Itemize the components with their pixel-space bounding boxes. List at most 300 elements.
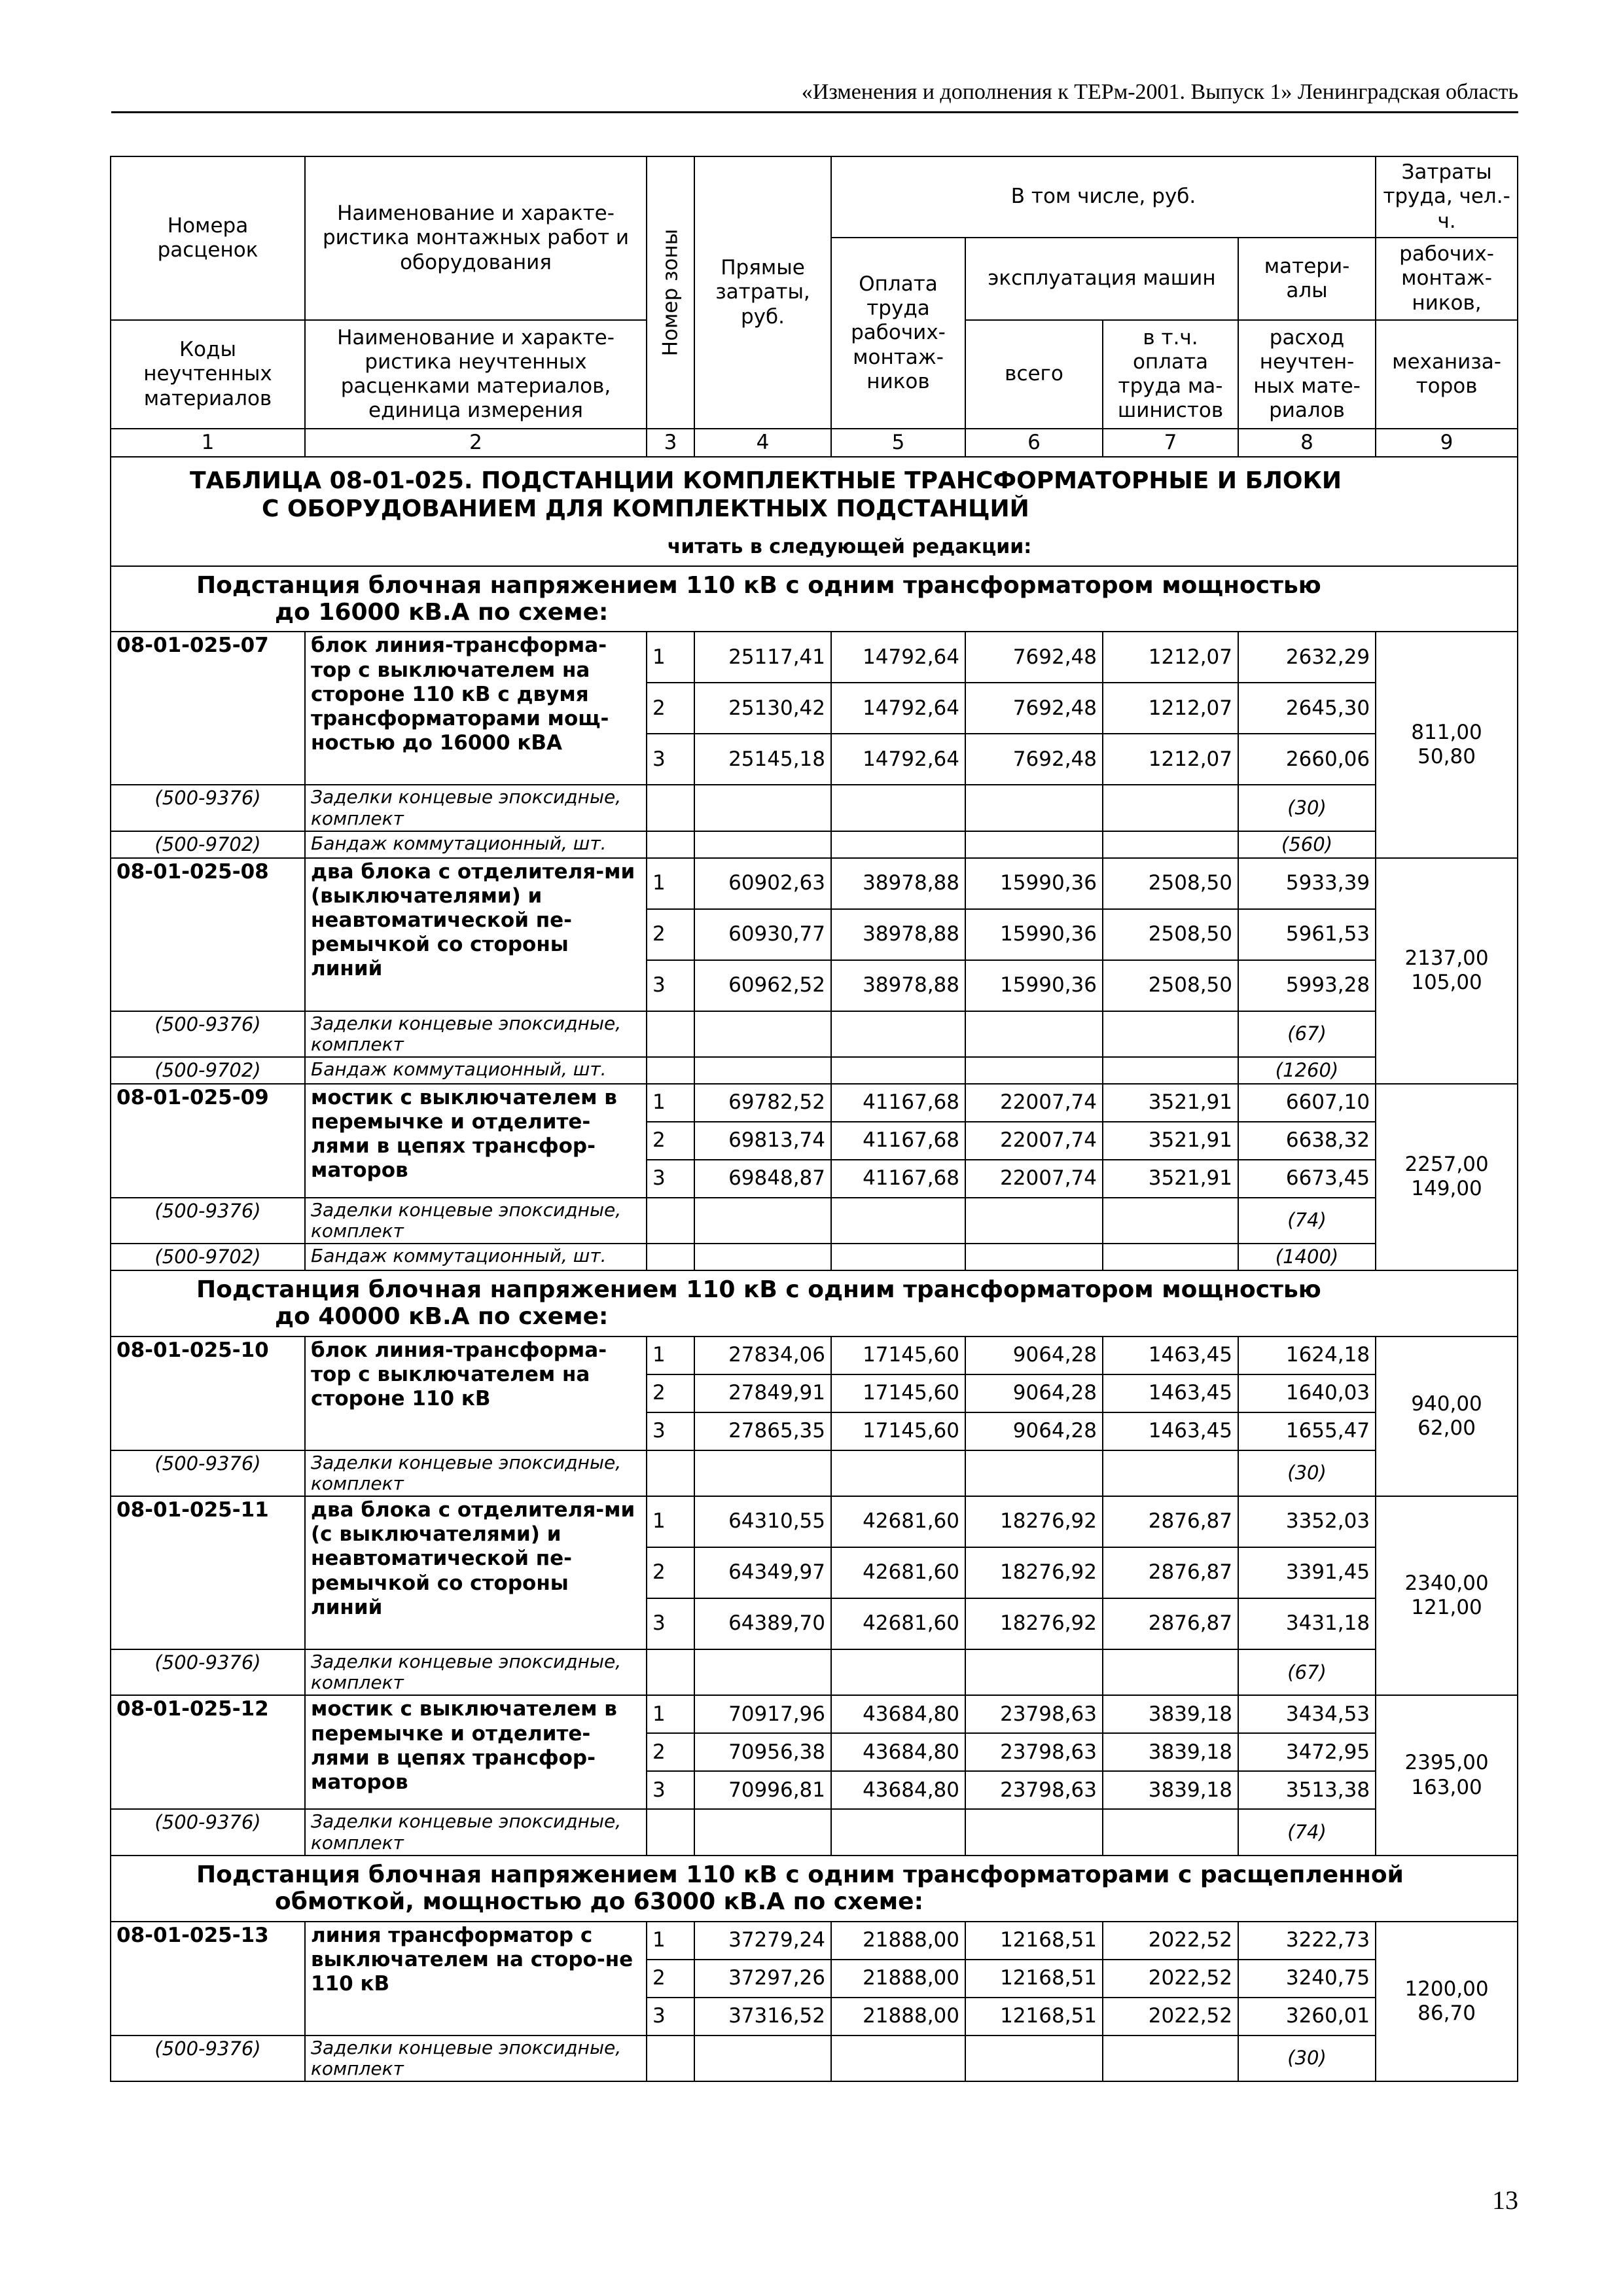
- material-code: (500-9376): [111, 1011, 305, 1057]
- zone-number: 1: [647, 858, 694, 909]
- labor-workers: 1200,00: [1404, 1977, 1489, 2001]
- worker-pay: 41167,68: [831, 1122, 965, 1160]
- table-title-line2: С ОБОРУДОВАНИЕМ ДЛЯ КОМПЛЕКТНЫХ ПОДСТАНЦИЙ: [262, 495, 1029, 523]
- zone-number: 3: [647, 1598, 694, 1649]
- empty-cell: [1103, 1450, 1238, 1496]
- direct-costs: 25145,18: [694, 734, 831, 785]
- machinist-pay: 2022,52: [1103, 1998, 1238, 2036]
- worker-pay: 42681,60: [831, 1598, 965, 1649]
- machinist-pay: 3839,18: [1103, 1733, 1238, 1771]
- machinist-pay: 1212,07: [1103, 734, 1238, 785]
- empty-cell: [965, 1244, 1103, 1270]
- empty-cell: [694, 1809, 831, 1855]
- empty-cell: [647, 2036, 694, 2081]
- empty-cell: [694, 785, 831, 831]
- labor-workers: 2137,00: [1404, 946, 1489, 970]
- material-consumption: (67): [1238, 1011, 1376, 1057]
- worker-pay: 38978,88: [831, 858, 965, 909]
- materials-cost: 3352,03: [1238, 1496, 1376, 1547]
- direct-costs: 64349,97: [694, 1547, 831, 1598]
- labor-costs: [1376, 1336, 1518, 1496]
- column-number: 7: [1103, 429, 1238, 457]
- machines-total: 12168,51: [965, 1960, 1103, 1998]
- rate-description: блок линия-трансформа-тор с выключателем на стороне 110 кВ с двумя трансформаторами мощ-ностью до 16000 кВА: [305, 632, 647, 785]
- materials-cost: 3391,45: [1238, 1547, 1376, 1598]
- material-code: (500-9702): [111, 831, 305, 858]
- materials-cost: 1640,03: [1238, 1374, 1376, 1412]
- machines-total: 23798,63: [965, 1733, 1103, 1771]
- material-description: Заделки концевые эпоксидные, комплект: [305, 1450, 647, 1496]
- labor-machinists: 62,00: [1418, 1416, 1476, 1440]
- empty-cell: [1103, 831, 1238, 858]
- section-title-line2: до 16000 кВ.А по схеме:: [275, 598, 609, 626]
- labor-machinists: 149,00: [1411, 1177, 1482, 1201]
- column-number: 3: [647, 429, 694, 457]
- direct-costs: 27865,35: [694, 1412, 831, 1450]
- worker-pay: 17145,60: [831, 1412, 965, 1450]
- zone-number: 1: [647, 1496, 694, 1547]
- materials-cost: 3434,53: [1238, 1695, 1376, 1733]
- machinist-pay: 1212,07: [1103, 683, 1238, 734]
- machinist-pay: 2876,87: [1103, 1598, 1238, 1649]
- empty-cell: [831, 1057, 965, 1084]
- zone-number: 3: [647, 1998, 694, 2036]
- machines-total: 9064,28: [965, 1374, 1103, 1412]
- rate-row: [111, 1084, 1518, 1122]
- labor-workers: 2395,00: [1404, 1751, 1489, 1775]
- empty-cell: [694, 1057, 831, 1084]
- machines-total: 18276,92: [965, 1496, 1103, 1547]
- material-description: Заделки концевые эпоксидные, комплект: [305, 1198, 647, 1244]
- empty-cell: [831, 831, 965, 858]
- empty-cell: [965, 785, 1103, 831]
- page-number: 13: [1492, 2185, 1518, 2215]
- material-consumption: (1260): [1238, 1057, 1376, 1084]
- machines-total: 15990,36: [965, 858, 1103, 909]
- zone-number: 3: [647, 1771, 694, 1809]
- zone-number: 3: [647, 960, 694, 1011]
- machinist-pay: 1463,45: [1103, 1336, 1238, 1374]
- labor-machinists: 50,80: [1418, 744, 1476, 768]
- section-title: [111, 1856, 1518, 1922]
- direct-costs: 70917,96: [694, 1695, 831, 1733]
- machines-total: 7692,48: [965, 683, 1103, 734]
- worker-pay: 21888,00: [831, 1922, 965, 1960]
- labor-costs: [1376, 632, 1518, 857]
- machinist-pay: 3839,18: [1103, 1771, 1238, 1809]
- machinist-pay: 2876,87: [1103, 1547, 1238, 1598]
- material-row: [111, 2036, 1518, 2081]
- worker-pay: 14792,64: [831, 734, 965, 785]
- empty-cell: [1103, 1057, 1238, 1084]
- empty-cell: [831, 1450, 965, 1496]
- empty-cell: [647, 1450, 694, 1496]
- empty-cell: [831, 1198, 965, 1244]
- materials-cost: 6638,32: [1238, 1122, 1376, 1160]
- material-code: (500-9376): [111, 2036, 305, 2081]
- materials-cost: 3240,75: [1238, 1960, 1376, 1998]
- machinist-pay: 2508,50: [1103, 858, 1238, 909]
- material-row: [111, 785, 1518, 831]
- material-description: Заделки концевые эпоксидные, комплект: [305, 1649, 647, 1695]
- empty-cell: [831, 1809, 965, 1855]
- zone-number: 2: [647, 909, 694, 960]
- empty-cell: [1103, 1198, 1238, 1244]
- worker-pay: 14792,64: [831, 683, 965, 734]
- labor-workers: 2340,00: [1404, 1571, 1489, 1596]
- materials-cost: 2632,29: [1238, 632, 1376, 683]
- zone-number: 2: [647, 1374, 694, 1412]
- machinist-pay: 2508,50: [1103, 909, 1238, 960]
- machines-total: 22007,74: [965, 1122, 1103, 1160]
- material-description: Заделки концевые эпоксидные, комплект: [305, 2036, 647, 2081]
- labor-costs: [1376, 1084, 1518, 1270]
- machines-total: 23798,63: [965, 1695, 1103, 1733]
- materials-cost: 3472,95: [1238, 1733, 1376, 1771]
- direct-costs: 69782,52: [694, 1084, 831, 1122]
- zone-number: 1: [647, 1695, 694, 1733]
- section-title: [111, 566, 1518, 632]
- empty-cell: [965, 1011, 1103, 1057]
- header-machines-total: всего: [965, 320, 1103, 429]
- machinist-pay: 2876,87: [1103, 1496, 1238, 1547]
- direct-costs: 64310,55: [694, 1496, 831, 1547]
- worker-pay: 21888,00: [831, 1960, 965, 1998]
- zone-number: 2: [647, 683, 694, 734]
- materials-cost: 1624,18: [1238, 1336, 1376, 1374]
- direct-costs: 37279,24: [694, 1922, 831, 1960]
- empty-cell: [831, 785, 965, 831]
- material-code: (500-9702): [111, 1057, 305, 1084]
- machinist-pay: 2022,52: [1103, 1922, 1238, 1960]
- empty-cell: [647, 1011, 694, 1057]
- header-direct-costs: Прямые затраты, руб.: [694, 156, 831, 429]
- rate-row: [111, 1922, 1518, 1960]
- worker-pay: 43684,80: [831, 1733, 965, 1771]
- material-consumption: (30): [1238, 2036, 1376, 2081]
- material-consumption: (74): [1238, 1198, 1376, 1244]
- machines-total: 18276,92: [965, 1547, 1103, 1598]
- rates-table: [110, 156, 1518, 2082]
- empty-cell: [647, 1244, 694, 1270]
- zone-number: 3: [647, 734, 694, 785]
- rate-row: [111, 858, 1518, 909]
- empty-cell: [694, 1011, 831, 1057]
- material-code: (500-9376): [111, 1809, 305, 1855]
- empty-cell: [965, 1057, 1103, 1084]
- worker-pay: 38978,88: [831, 909, 965, 960]
- material-code: (500-9376): [111, 1649, 305, 1695]
- material-consumption: (30): [1238, 785, 1376, 831]
- empty-cell: [1103, 2036, 1238, 2081]
- table-title-line1: ТАБЛИЦА 08-01-025. ПОДСТАНЦИИ КОМПЛЕКТНЫЕ ТРАНСФОРМАТОРНЫЕ И БЛОКИ: [190, 467, 1342, 495]
- machines-total: 12168,51: [965, 1998, 1103, 2036]
- empty-cell: [647, 785, 694, 831]
- materials-cost: 3260,01: [1238, 1998, 1376, 2036]
- labor-workers: 2257,00: [1404, 1153, 1489, 1177]
- column-number: 8: [1238, 429, 1376, 457]
- materials-cost: 3222,73: [1238, 1922, 1376, 1960]
- empty-cell: [694, 2036, 831, 2081]
- empty-cell: [831, 2036, 965, 2081]
- machines-total: 22007,74: [965, 1084, 1103, 1122]
- direct-costs: 27834,06: [694, 1336, 831, 1374]
- material-description: Бандаж коммутационный, шт.: [305, 1057, 647, 1084]
- material-row: [111, 1450, 1518, 1496]
- section-title: [111, 1270, 1518, 1336]
- rate-description: блок линия-трансформа-тор с выключателем на стороне 110 кВ: [305, 1336, 647, 1450]
- machinist-pay: 1463,45: [1103, 1412, 1238, 1450]
- machines-total: 23798,63: [965, 1771, 1103, 1809]
- rate-code: 08-01-025-13: [111, 1922, 305, 2036]
- header-materials: матери-алы: [1238, 238, 1376, 320]
- table-title-note: читать в следующей редакции:: [667, 535, 1032, 558]
- direct-costs: 37297,26: [694, 1960, 831, 1998]
- materials-cost: 5993,28: [1238, 960, 1376, 1011]
- direct-costs: 27849,91: [694, 1374, 831, 1412]
- header-workers-labor: рабочих-монтаж-ников,: [1376, 238, 1518, 320]
- worker-pay: 43684,80: [831, 1695, 965, 1733]
- material-code: (500-9376): [111, 785, 305, 831]
- empty-cell: [647, 1198, 694, 1244]
- rate-description: мостик с выключателем в перемычке и отделите-лями в цепях трансфор-маторов: [305, 1695, 647, 1809]
- machines-total: 15990,36: [965, 909, 1103, 960]
- rate-row: [111, 1695, 1518, 1733]
- direct-costs: 69848,87: [694, 1160, 831, 1198]
- labor-costs: [1376, 1695, 1518, 1855]
- zone-number: 3: [647, 1412, 694, 1450]
- empty-cell: [694, 831, 831, 858]
- empty-cell: [694, 1244, 831, 1270]
- machinist-pay: 1463,45: [1103, 1374, 1238, 1412]
- labor-machinists: 86,70: [1418, 2001, 1476, 2025]
- empty-cell: [965, 1198, 1103, 1244]
- machinist-pay: 3839,18: [1103, 1695, 1238, 1733]
- material-row: [111, 1198, 1518, 1244]
- machines-total: 18276,92: [965, 1598, 1103, 1649]
- material-code: (500-9376): [111, 1450, 305, 1496]
- column-number: 4: [694, 429, 831, 457]
- running-header: «Изменения и дополнения к ТЕРм-2001. Выпуск 1» Ленинградская область: [111, 80, 1518, 113]
- machines-total: 22007,74: [965, 1160, 1103, 1198]
- machines-total: 15990,36: [965, 960, 1103, 1011]
- empty-cell: [1103, 1809, 1238, 1855]
- empty-cell: [1103, 1244, 1238, 1270]
- labor-machinists: 121,00: [1411, 1596, 1482, 1620]
- empty-cell: [1103, 1649, 1238, 1695]
- section-title-line2: обмоткой, мощностью до 63000 кВ.А по схеме:: [275, 1888, 923, 1916]
- column-number: 5: [831, 429, 965, 457]
- header-including: В том числе, руб.: [831, 156, 1376, 238]
- empty-cell: [694, 1198, 831, 1244]
- zone-number: 1: [647, 1336, 694, 1374]
- labor-workers: 811,00: [1411, 720, 1482, 744]
- material-consumption: (74): [1238, 1809, 1376, 1855]
- material-description: Заделки концевые эпоксидные, комплект: [305, 1011, 647, 1057]
- rate-row: [111, 632, 1518, 683]
- material-code: (500-9376): [111, 1198, 305, 1244]
- machinist-pay: 2508,50: [1103, 960, 1238, 1011]
- direct-costs: 60930,77: [694, 909, 831, 960]
- zone-number: 2: [647, 1960, 694, 1998]
- rate-code: 08-01-025-11: [111, 1496, 305, 1649]
- worker-pay: 42681,60: [831, 1496, 965, 1547]
- worker-pay: 41167,68: [831, 1160, 965, 1198]
- column-number: 9: [1376, 429, 1518, 457]
- machinist-pay: 2022,52: [1103, 1960, 1238, 1998]
- material-consumption: (67): [1238, 1649, 1376, 1695]
- empty-cell: [831, 1011, 965, 1057]
- worker-pay: 17145,60: [831, 1374, 965, 1412]
- section-row: [111, 566, 1518, 632]
- machines-total: 9064,28: [965, 1412, 1103, 1450]
- rate-code: 08-01-025-08: [111, 858, 305, 1011]
- zone-number: 1: [647, 1084, 694, 1122]
- material-consumption: (30): [1238, 1450, 1376, 1496]
- direct-costs: 60962,52: [694, 960, 831, 1011]
- rate-row: [111, 1336, 1518, 1374]
- header-material-codes: Коды неучтенных материалов: [111, 320, 305, 429]
- zone-number: 3: [647, 1160, 694, 1198]
- empty-cell: [965, 2036, 1103, 2081]
- direct-costs: 69813,74: [694, 1122, 831, 1160]
- machines-total: 7692,48: [965, 632, 1103, 683]
- header-worker-pay: Оплата труда рабочих-монтаж-ников: [831, 238, 965, 429]
- rate-code: 08-01-025-09: [111, 1084, 305, 1198]
- worker-pay: 14792,64: [831, 632, 965, 683]
- empty-cell: [647, 1809, 694, 1855]
- labor-costs: [1376, 858, 1518, 1084]
- empty-cell: [965, 831, 1103, 858]
- material-description: Заделки концевые эпоксидные, комплект: [305, 785, 647, 831]
- empty-cell: [694, 1649, 831, 1695]
- header-machinists-labor: механиза-торов: [1376, 320, 1518, 429]
- column-number: 6: [965, 429, 1103, 457]
- machines-total: 9064,28: [965, 1336, 1103, 1374]
- rate-description: два блока с отделителя-ми (с выключателями) и неавтоматической пе-ремычкой со стороны линий: [305, 1496, 647, 1649]
- material-consumption: (1400): [1238, 1244, 1376, 1270]
- rate-code: 08-01-025-12: [111, 1695, 305, 1809]
- material-row: [111, 1809, 1518, 1855]
- worker-pay: 21888,00: [831, 1998, 965, 2036]
- materials-cost: 3431,18: [1238, 1598, 1376, 1649]
- material-row: [111, 1649, 1518, 1695]
- direct-costs: 70996,81: [694, 1771, 831, 1809]
- direct-costs: 37316,52: [694, 1998, 831, 2036]
- labor-workers: 940,00: [1411, 1391, 1482, 1416]
- labor-costs: [1376, 1922, 1518, 2081]
- materials-cost: 2660,06: [1238, 734, 1376, 785]
- direct-costs: 64389,70: [694, 1598, 831, 1649]
- column-number: 2: [305, 429, 647, 457]
- material-code: (500-9702): [111, 1244, 305, 1270]
- empty-cell: [1103, 1011, 1238, 1057]
- zone-number: 2: [647, 1733, 694, 1771]
- zone-number: 1: [647, 632, 694, 683]
- materials-cost: 1655,47: [1238, 1412, 1376, 1450]
- worker-pay: 38978,88: [831, 960, 965, 1011]
- material-row: [111, 1057, 1518, 1084]
- header-machinist-pay: в т.ч. оплата труда ма-шинистов: [1103, 320, 1238, 429]
- section-title-line1: Подстанция блочная напряжением 110 кВ с одним трансформаторами с расщепленной: [196, 1861, 1404, 1888]
- rate-description: мостик с выключателем в перемычке и отделите-лями в цепях трансфор-маторов: [305, 1084, 647, 1198]
- column-number: 1: [111, 429, 305, 457]
- machinist-pay: 3521,91: [1103, 1122, 1238, 1160]
- empty-cell: [965, 1450, 1103, 1496]
- material-row: [111, 831, 1518, 858]
- rate-description: линия трансформатор с выключателем на сторо-не 110 кВ: [305, 1922, 647, 2036]
- header-machine-operation: эксплуатация машин: [965, 238, 1238, 320]
- labor-costs: [1376, 1496, 1518, 1695]
- materials-cost: 2645,30: [1238, 683, 1376, 734]
- direct-costs: 70956,38: [694, 1733, 831, 1771]
- empty-cell: [965, 1809, 1103, 1855]
- material-consumption: (560): [1238, 831, 1376, 858]
- material-row: [111, 1011, 1518, 1057]
- machinist-pay: 3521,91: [1103, 1160, 1238, 1198]
- materials-cost: 3513,38: [1238, 1771, 1376, 1809]
- empty-cell: [1103, 785, 1238, 831]
- direct-costs: 60902,63: [694, 858, 831, 909]
- column-numbers-row: [111, 429, 1518, 457]
- worker-pay: 43684,80: [831, 1771, 965, 1809]
- rate-code: 08-01-025-10: [111, 1336, 305, 1450]
- zone-number: 2: [647, 1547, 694, 1598]
- table-title: [111, 457, 1518, 565]
- worker-pay: 41167,68: [831, 1084, 965, 1122]
- material-description: Бандаж коммутационный, шт.: [305, 831, 647, 858]
- material-row: [111, 1244, 1518, 1270]
- materials-cost: 5961,53: [1238, 909, 1376, 960]
- rate-description: два блока с отделителя-ми (выключателями) и неавтоматической пе-ремычкой со стороны линий: [305, 858, 647, 1011]
- direct-costs: 25130,42: [694, 683, 831, 734]
- machinist-pay: 3521,91: [1103, 1084, 1238, 1122]
- header-rate-numbers: Номера расценок: [111, 156, 305, 320]
- direct-costs: 25117,41: [694, 632, 831, 683]
- zone-number: 1: [647, 1922, 694, 1960]
- section-row: [111, 1270, 1518, 1336]
- section-row: [111, 1856, 1518, 1922]
- section-title-line2: до 40000 кВ.А по схеме:: [275, 1303, 609, 1331]
- empty-cell: [647, 1057, 694, 1084]
- header-work-name: Наименование и характе-ристика монтажных работ и оборудования: [305, 156, 647, 320]
- material-description: Заделки концевые эпоксидные, комплект: [305, 1809, 647, 1855]
- section-title-line1: Подстанция блочная напряжением 110 кВ с одним трансформатором мощностью: [196, 1276, 1321, 1303]
- materials-cost: 5933,39: [1238, 858, 1376, 909]
- section-title-line1: Подстанция блочная напряжением 110 кВ с одним трансформатором мощностью: [196, 571, 1321, 599]
- worker-pay: 17145,60: [831, 1336, 965, 1374]
- empty-cell: [831, 1244, 965, 1270]
- materials-cost: 6673,45: [1238, 1160, 1376, 1198]
- materials-cost: 6607,10: [1238, 1084, 1376, 1122]
- empty-cell: [965, 1649, 1103, 1695]
- header-zone-label: Номер зоны: [658, 228, 682, 357]
- rate-code: 08-01-025-07: [111, 632, 305, 785]
- empty-cell: [694, 1450, 831, 1496]
- rate-row: [111, 1496, 1518, 1547]
- labor-machinists: 163,00: [1411, 1775, 1482, 1799]
- machines-total: 12168,51: [965, 1922, 1103, 1960]
- machinist-pay: 1212,07: [1103, 632, 1238, 683]
- material-description: Бандаж коммутационный, шт.: [305, 1244, 647, 1270]
- empty-cell: [831, 1649, 965, 1695]
- worker-pay: 42681,60: [831, 1547, 965, 1598]
- header-material-name: Наименование и характе-ристика неучтенных расценками материалов, единица измерения: [305, 320, 647, 429]
- machines-total: 7692,48: [965, 734, 1103, 785]
- header-zone: [647, 156, 694, 429]
- empty-cell: [647, 831, 694, 858]
- header-labor-costs: Затраты труда, чел.-ч.: [1376, 156, 1518, 238]
